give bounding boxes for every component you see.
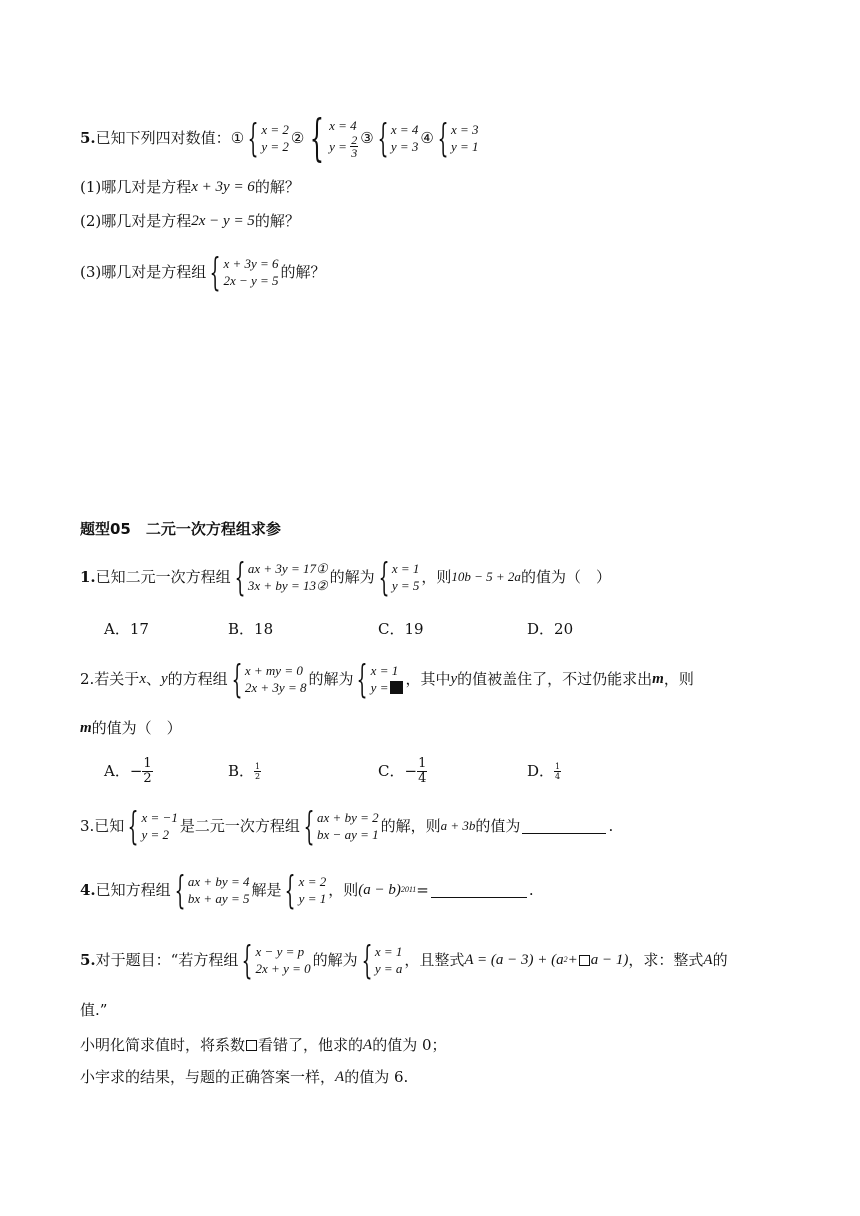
p2-option-c-den: 4 — [418, 770, 427, 786]
sub1-prefix: (1)哪几对是方程 — [80, 178, 192, 196]
p5-suffix-2: ，求：整式 — [628, 951, 704, 969]
q5-sub3 — [80, 252, 326, 292]
q5-number: 5. — [80, 129, 96, 147]
p2-option-c-fraction — [417, 757, 427, 786]
p4-exponent: 2011 — [400, 885, 417, 894]
p5-solution: { x = 1 y = a — [361, 938, 403, 982]
p1-expression: 10b − 5 + 2a — [451, 569, 521, 584]
pair-2: { x = 4 y = $\frac{2}{3}$ — [310, 109, 358, 167]
p3-prefix: 3.已知 — [80, 817, 125, 835]
p4-suffix: ，则 — [328, 881, 359, 899]
p2-prefix: 2.若关于 — [80, 670, 140, 688]
p3-suffix-2: 的值为 — [475, 817, 521, 835]
p2-option-a — [104, 756, 153, 786]
p5-var-A: A — [703, 952, 713, 968]
p5-suffix-1: ，且整式 — [404, 951, 465, 969]
p5-line3-prefix: 小明化简求值时，将系数 — [80, 1036, 246, 1054]
p2-option-b — [228, 758, 261, 784]
p5-line3-suffix: 的值为 0； — [372, 1036, 447, 1054]
p2-option-a-den: 2 — [143, 770, 152, 786]
p2-option-b-num: 1 — [255, 761, 261, 771]
p1-row-2: 3x + by = 13② — [247, 578, 328, 593]
pair-4: { x = 3 y = 1 — [437, 116, 479, 160]
q5-stem: 已知下列四对数值： — [95, 129, 231, 147]
p1-system: { ax + 3y = 17① 3x + by = 13② — [234, 555, 328, 599]
p2-option-d — [527, 758, 561, 784]
p1-prefix: 已知二元一次方程组 — [95, 568, 231, 586]
pair-4-row-2: y = 1 — [451, 139, 479, 154]
p2-option-a-fraction — [142, 757, 152, 786]
p2-option-d-num: 1 — [555, 761, 561, 771]
sub2-equation: 2x − y = 5 — [191, 213, 255, 229]
p5-line4-var-A: A — [335, 1069, 345, 1085]
p2-option-c-label: C． — [378, 762, 405, 780]
p5-system: { x − y = p 2x + y = 0 — [241, 938, 311, 982]
p2-sol-y: y = — [370, 680, 389, 695]
pair-3-row-2: y = 3 — [390, 139, 419, 154]
p1-option-d: D．20 — [527, 620, 574, 638]
p1-row-1: ax + 3y = 17① — [247, 561, 328, 576]
p5-number: 5. — [80, 951, 96, 969]
p2-suffix-3: ，则 — [663, 670, 694, 688]
p4-sol-2: y = 1 — [298, 891, 327, 906]
p1-option-b: B．18 — [228, 620, 274, 638]
p1-suffix-1: ，则 — [421, 568, 452, 586]
sub2-prefix: (2)哪几对是方程 — [80, 212, 192, 230]
p2-option-b-label: B． — [228, 762, 255, 780]
p3-system: { ax + by = 2 bx − ay = 1 — [303, 804, 379, 848]
p5-square: 2 — [563, 955, 568, 964]
p5-line4-prefix: 小宇求的结果，与题的正确答案一样， — [80, 1068, 336, 1086]
p3-answer-blank[interactable] — [522, 819, 606, 834]
p1-middle: 的解为 — [329, 568, 375, 586]
pair-2-row-2: y = — [329, 139, 347, 154]
p3-line — [80, 804, 613, 848]
coefficient-box-icon-2 — [246, 1040, 257, 1051]
coefficient-box-icon — [579, 955, 590, 966]
p4-number: 4. — [80, 881, 96, 899]
p2-var-m: m — [652, 671, 664, 687]
p5-line-3 — [80, 1035, 447, 1055]
p2-row-1: x + my = 0 — [244, 663, 303, 678]
p5-prefix: 对于题目：“若方程组 — [95, 951, 239, 969]
p1-solution: { x = 1 y = 5 — [378, 555, 420, 599]
p3-row-1: ax + by = 2 — [317, 810, 379, 825]
pair-3-row-1: x = 4 — [390, 122, 419, 137]
p1-suffix-2: 的值为（ ） — [520, 568, 611, 586]
p3-middle: 是二元一次方程组 — [179, 817, 300, 835]
p2-sol-x: x = 1 — [370, 663, 399, 678]
pair-1-row-1: x = 2 — [261, 122, 289, 137]
pair-3: { x = 4 y = 3 — [377, 116, 419, 160]
p5-row-1: x − y = p — [255, 944, 305, 959]
pair-2-frac-den: 3 — [351, 146, 358, 160]
p5-line3-middle: 看错了，他求的 — [258, 1036, 364, 1054]
sub1-suffix: 的解？ — [254, 178, 300, 196]
pair-mark-1: ① — [230, 129, 245, 147]
p5-middle: 的解为 — [312, 951, 358, 969]
p4-sol-1: x = 2 — [298, 874, 327, 889]
p4-middle: 解是 — [251, 881, 282, 899]
p2-line-1 — [80, 657, 694, 701]
p2-option-d-fraction — [554, 762, 561, 781]
q5-pairs-line — [80, 109, 481, 167]
p2-separator: 、 — [145, 670, 161, 688]
section-title: 题型05 二元一次方程组求参 — [80, 520, 281, 538]
p2-option-c — [378, 756, 427, 786]
pair-mark-3: ③ — [360, 129, 374, 147]
p3-sol-1: x = −1 — [141, 810, 178, 825]
p5-line-1 — [80, 938, 728, 982]
p2-var-y-2: y — [450, 671, 458, 687]
p4-line — [80, 868, 534, 912]
p3-sol-2: y = 2 — [141, 827, 170, 842]
p2-var-x: x — [139, 671, 146, 687]
p4-prefix: 已知方程组 — [95, 881, 171, 899]
sub3-system: { x + 3y = 6 2x − y = 5 — [209, 250, 279, 294]
p4-equals: = — [416, 881, 429, 899]
p3-end: . — [608, 817, 614, 835]
p2-option-d-label: D． — [527, 762, 555, 780]
pair-1: { x = 2 y = 2 — [247, 116, 289, 160]
p1-option-a: A．17 — [104, 620, 149, 638]
p4-system: { ax + by = 4 bx + ay = 5 — [174, 868, 250, 912]
p1-number: 1. — [80, 568, 96, 586]
p2-option-a-label: A． — [104, 762, 130, 780]
pair-2-frac-num: 2 — [351, 133, 358, 147]
p3-row-2: bx − ay = 1 — [317, 827, 379, 842]
pair-4-row-1: x = 3 — [451, 122, 479, 137]
p2-option-b-fraction — [254, 762, 261, 781]
sub3-row-1: x + 3y = 6 — [223, 256, 279, 271]
p2-solution: { x = 1 y = — [355, 660, 403, 698]
p5-expression-a: A = (a − 3) + (a — [464, 952, 564, 968]
p1-sol-1: x = 1 — [391, 561, 420, 576]
sub2-suffix: 的解？ — [254, 212, 300, 230]
p5-sol-1: x = 1 — [374, 944, 403, 959]
pair-mark-2: ② — [290, 129, 305, 147]
p1-option-c: C．19 — [378, 620, 424, 638]
p2-line-2 — [80, 718, 182, 738]
sub1-equation: x + 3y = 6 — [191, 179, 255, 195]
p5-expression-b: + — [567, 952, 578, 968]
sub3-row-2: 2x − y = 5 — [223, 273, 279, 288]
covered-value-box — [390, 681, 403, 694]
p5-row-2: 2x + y = 0 — [255, 961, 311, 976]
p2-line2-var-m: m — [80, 720, 92, 736]
p5-expression-c: a − 1) — [590, 952, 629, 968]
p2-suffix-1: ，其中 — [405, 670, 451, 688]
p4-expression: (a − b) — [358, 882, 401, 898]
p2-option-a-num: 1 — [143, 755, 152, 771]
p5-line-4 — [80, 1067, 408, 1087]
p5-line3-var-A: A — [363, 1037, 373, 1053]
p2-option-c-num: 1 — [418, 755, 427, 771]
p5-sol-2: y = a — [374, 961, 403, 976]
p4-answer-blank[interactable] — [431, 883, 527, 898]
p2-var-y: y — [161, 671, 168, 687]
p5-suffix-3: 的 — [712, 951, 728, 969]
sub3-suffix: 的解？ — [280, 263, 326, 281]
p2-line2-suffix: 的值为（ ） — [91, 719, 182, 737]
pair-2-fraction — [350, 134, 358, 159]
p4-row-1: ax + by = 4 — [187, 874, 250, 889]
p2-option-d-den: 4 — [555, 771, 561, 781]
p2-option-c-sign: − — [404, 762, 418, 780]
p4-solution: { x = 2 y = 1 — [285, 868, 327, 912]
p5-line-2: 值.” — [80, 1001, 108, 1019]
p2-system: { x + my = 0 2x + 3y = 8 — [231, 657, 307, 701]
q5-sub1 — [80, 177, 300, 197]
p2-row-2: 2x + 3y = 8 — [244, 680, 307, 695]
sub3-prefix: (3)哪几对是方程组 — [80, 263, 207, 281]
pair-mark-4: ④ — [420, 129, 434, 147]
p4-row-2: bx + ay = 5 — [187, 891, 250, 906]
p4-end: . — [528, 881, 534, 899]
p2-middle: 的解为 — [308, 670, 354, 688]
p2-suffix-2: 的值被盖住了，不过仍能求出 — [457, 670, 653, 688]
p2-prefix-2: 的方程组 — [167, 670, 228, 688]
p3-suffix-1: 的解，则 — [380, 817, 441, 835]
p2-option-b-den: 2 — [255, 771, 261, 781]
p1-sol-2: y = 5 — [391, 578, 420, 593]
pair-2-row-1: x = 4 — [329, 118, 357, 133]
p2-option-a-sign: − — [129, 762, 143, 780]
p1-line — [80, 555, 611, 599]
p3-expression: a + 3b — [440, 818, 476, 833]
p3-solution: { x = −1 y = 2 — [127, 804, 178, 848]
pair-1-row-2: y = 2 — [261, 139, 289, 154]
q5-sub2 — [80, 211, 300, 231]
p5-line4-suffix: 的值为 6. — [344, 1068, 409, 1086]
